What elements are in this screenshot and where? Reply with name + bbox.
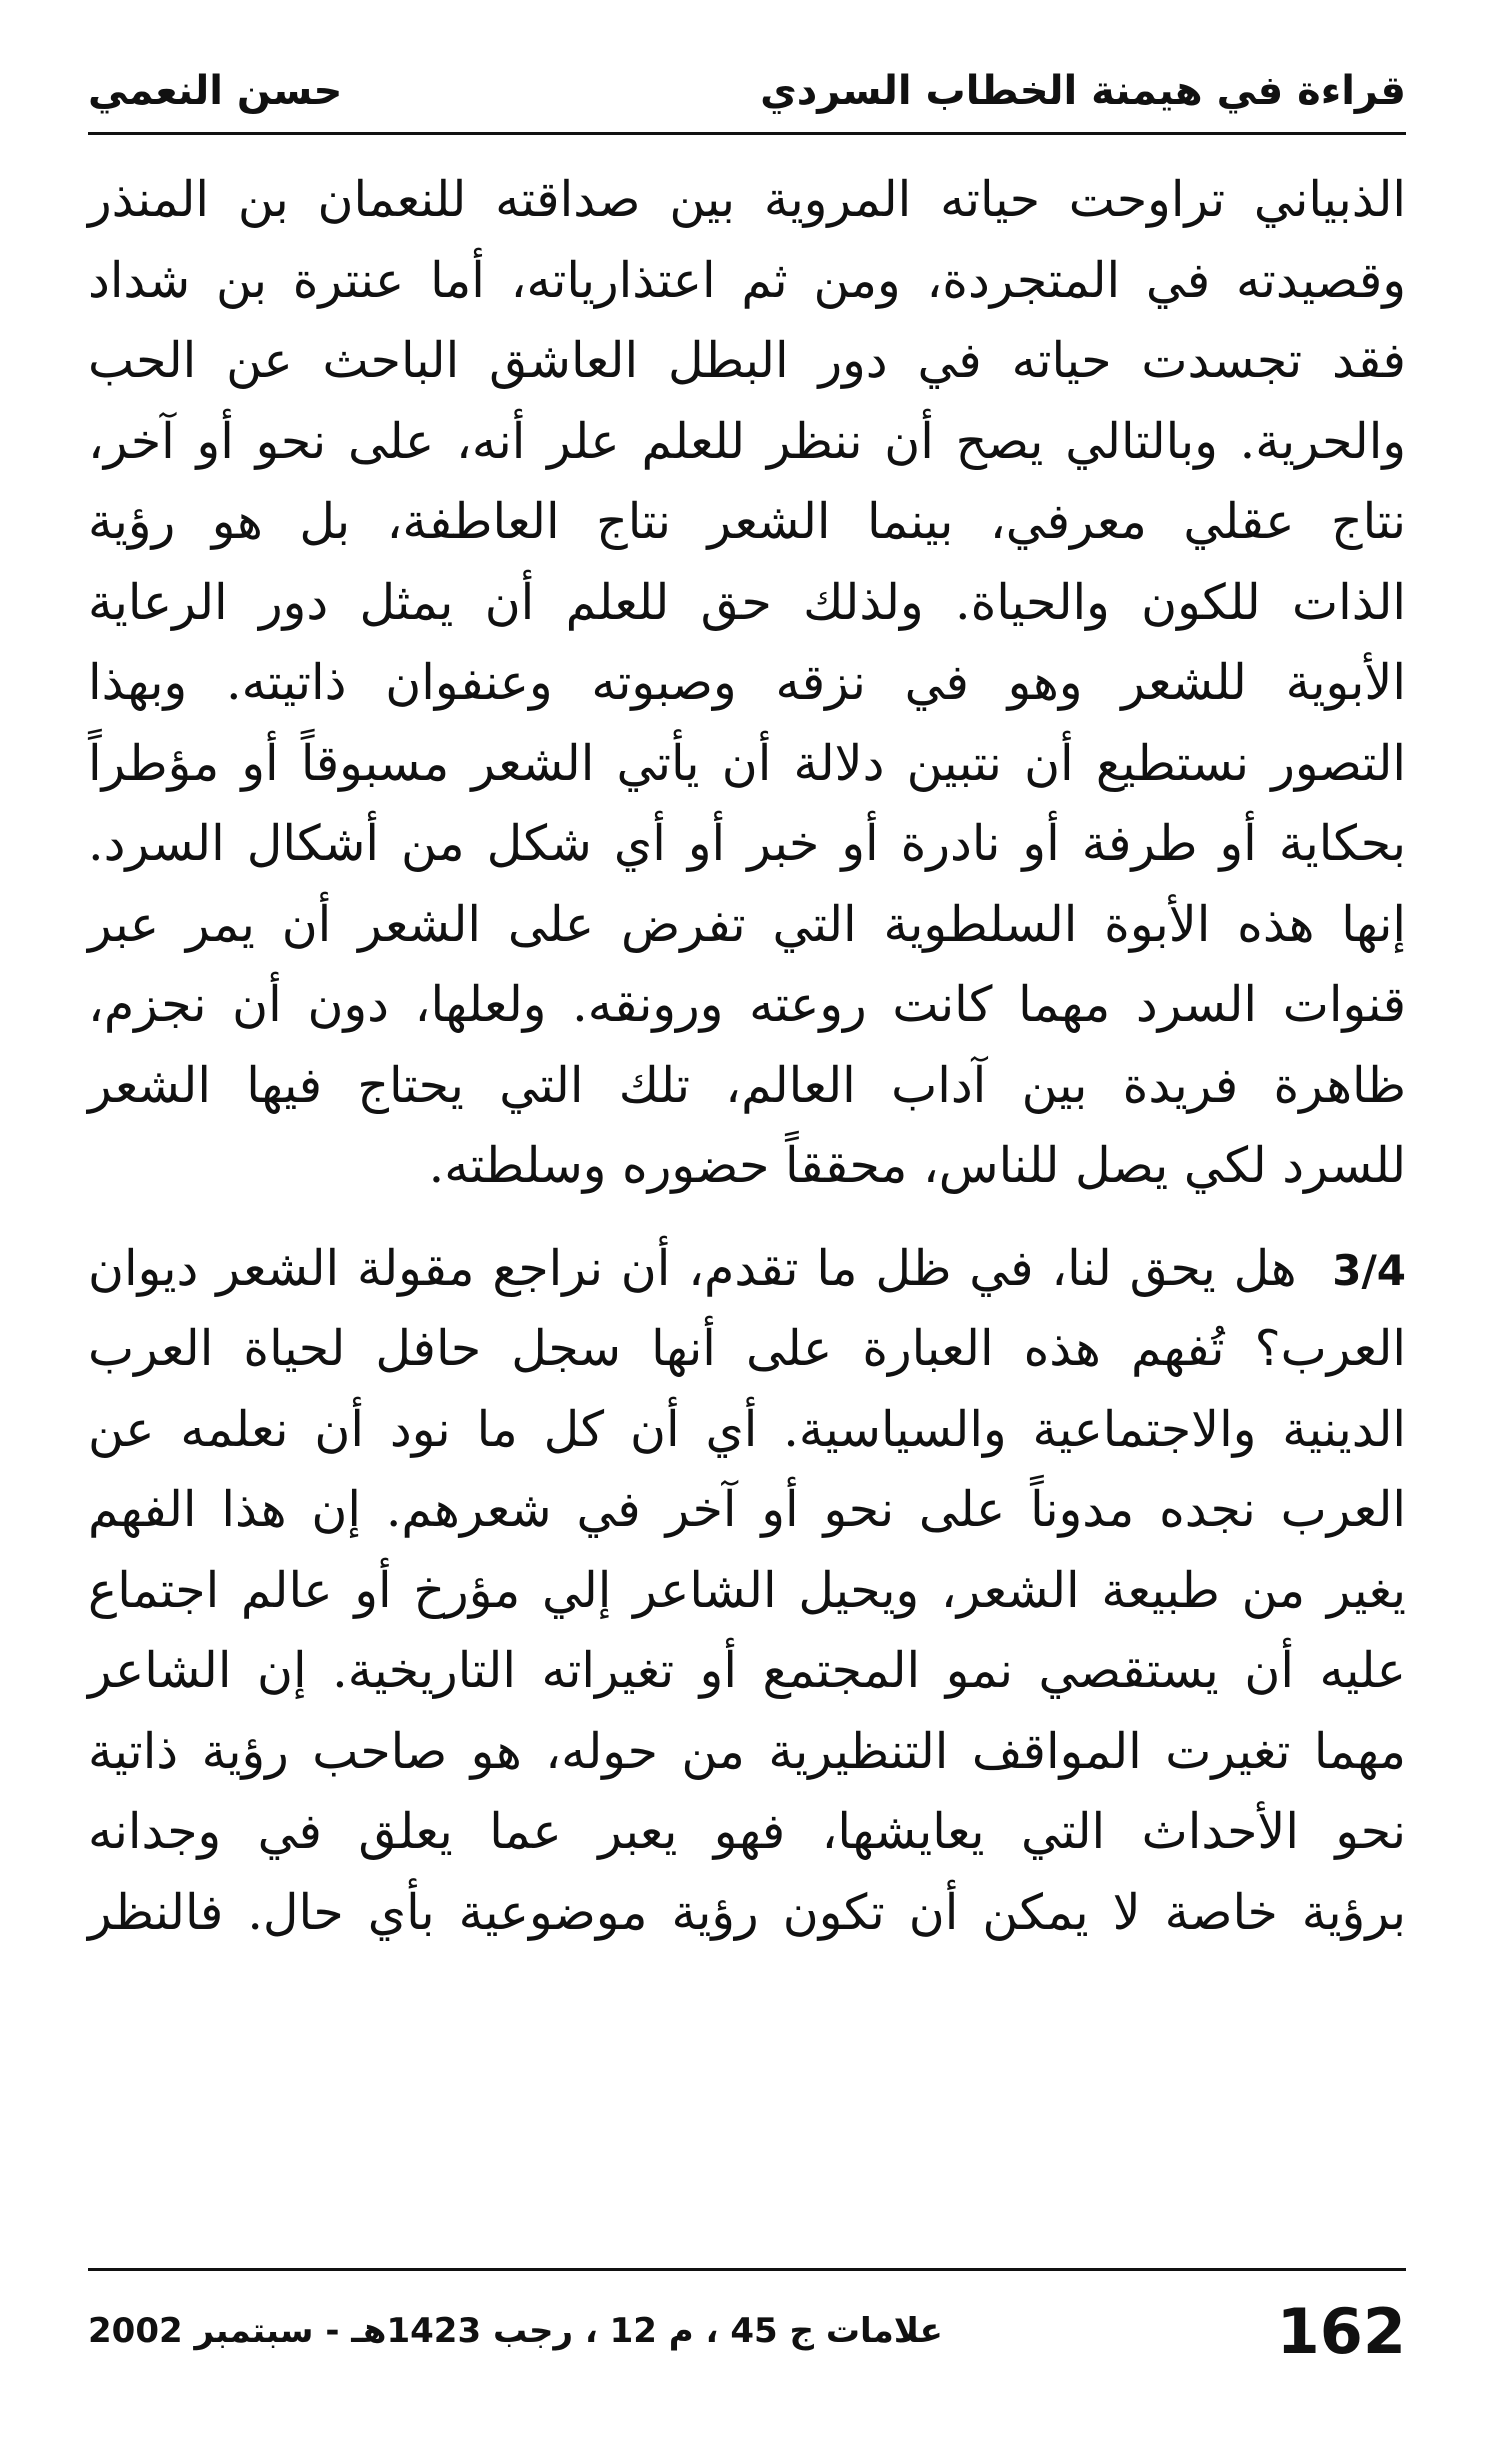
page-number: 162: [1276, 2294, 1406, 2368]
author-name: حسن النعمي: [88, 68, 343, 114]
page-footer: [88, 2268, 1406, 2391]
text-line: ظاهرة فريدة بين آداب العالم، تلك التي يحتاج فيها الشعر: [88, 1056, 1406, 1114]
running-header: [88, 50, 1406, 135]
body-text: [88, 160, 1406, 1953]
text-line: والحرية. وبالتالي يصح أن ننظر للعلم علر أنه، على نحو أو آخر،: [88, 412, 1406, 470]
section-number: 3/4: [1332, 1245, 1407, 1295]
text-line: نتاج عقلي معرفي، بينما الشعر نتاج العاطفة، بل هو رؤية: [88, 493, 1406, 550]
text-line: نحو الأحداث التي يعايشها، فهو يعبر عما يعلق في وجدانه: [88, 1803, 1406, 1860]
text-line: برؤية خاصة لا يمكن أن تكون رؤية موضوعية بأي حال. فالنظر: [88, 1883, 1406, 1941]
text-line: بحكاية أو طرفة أو نادرة أو خبر أو أي شكل من أشكال السرد.: [88, 815, 1406, 872]
text-line-with-section-number: [88, 1229, 1406, 1310]
text-line: وقصيدته في المتجردة، ومن ثم اعتذارياته، أما عنترة بن شداد: [88, 251, 1406, 309]
text-line: التصور نستطيع أن نتبين دلالة أن يأتي الشعر مسبوقاً أو مؤطراً: [88, 734, 1406, 792]
page: [88, 50, 1406, 2390]
article-title: قراءة في هيمنة الخطاب السردي: [760, 68, 1406, 114]
text-line: مهما تغيرت المواقف التنظيرية من حوله، هو صاحب رؤية ذاتية: [88, 1722, 1406, 1780]
text-line: هل يحق لنا، في ظل ما تقدم، أن نراجع مقولة الشعر ديوان: [88, 1239, 1297, 1297]
text-line: يغير من طبيعة الشعر، ويحيل الشاعر إلي مؤرخ أو عالم اجتماع: [88, 1561, 1406, 1619]
text-line: الذات للكون والحياة. ولذلك حق للعلم أن يمثل دور الرعاية: [88, 573, 1406, 631]
text-line: الدينية والاجتماعية والسياسية. أي أن كل ما نود أن نعلمه عن: [88, 1400, 1406, 1458]
journal-citation: علامات ج 45 ، م 12 ، رجب 1423هـ - سبتمبر 2002: [88, 2311, 943, 2351]
text-line: قنوات السرد مهما كانت روعته ورونقه. ولعلها، دون أن نجزم،: [88, 976, 1406, 1033]
paragraph-gap: [88, 1207, 1406, 1229]
text-line: الذبياني تراوحت حياته المروية بين صداقته للنعمان بن المنذر: [88, 171, 1406, 228]
paragraph-2: [88, 1229, 1406, 1954]
text-line: العرب نجده مدوناً على نحو أو آخر في شعرهم. إن هذا الفهم: [88, 1481, 1406, 1538]
text-line: إنها هذه الأبوة السلطوية التي تفرض على الشعر أن يمر عبر: [88, 895, 1406, 953]
text-line: للسرد لكي يصل للناس، محققاً حضوره وسلطته.: [428, 1137, 1406, 1194]
text-line: فقد تجسدت حياته في دور البطل العاشق الباحث عن الحب: [88, 332, 1406, 389]
text-line: عليه أن يستقصي نمو المجتمع أو تغيراته التاريخية. إن الشاعر: [88, 1642, 1406, 1699]
paragraph-1: [88, 160, 1406, 1207]
text-line: العرب؟ تُفهم هذه العبارة على أنها سجل حافل لحياة العرب: [88, 1320, 1406, 1377]
text-line: الأبوية للشعر وهو في نزقه وصبوته وعنفوان ذاتيته. وبهذا: [88, 654, 1406, 711]
